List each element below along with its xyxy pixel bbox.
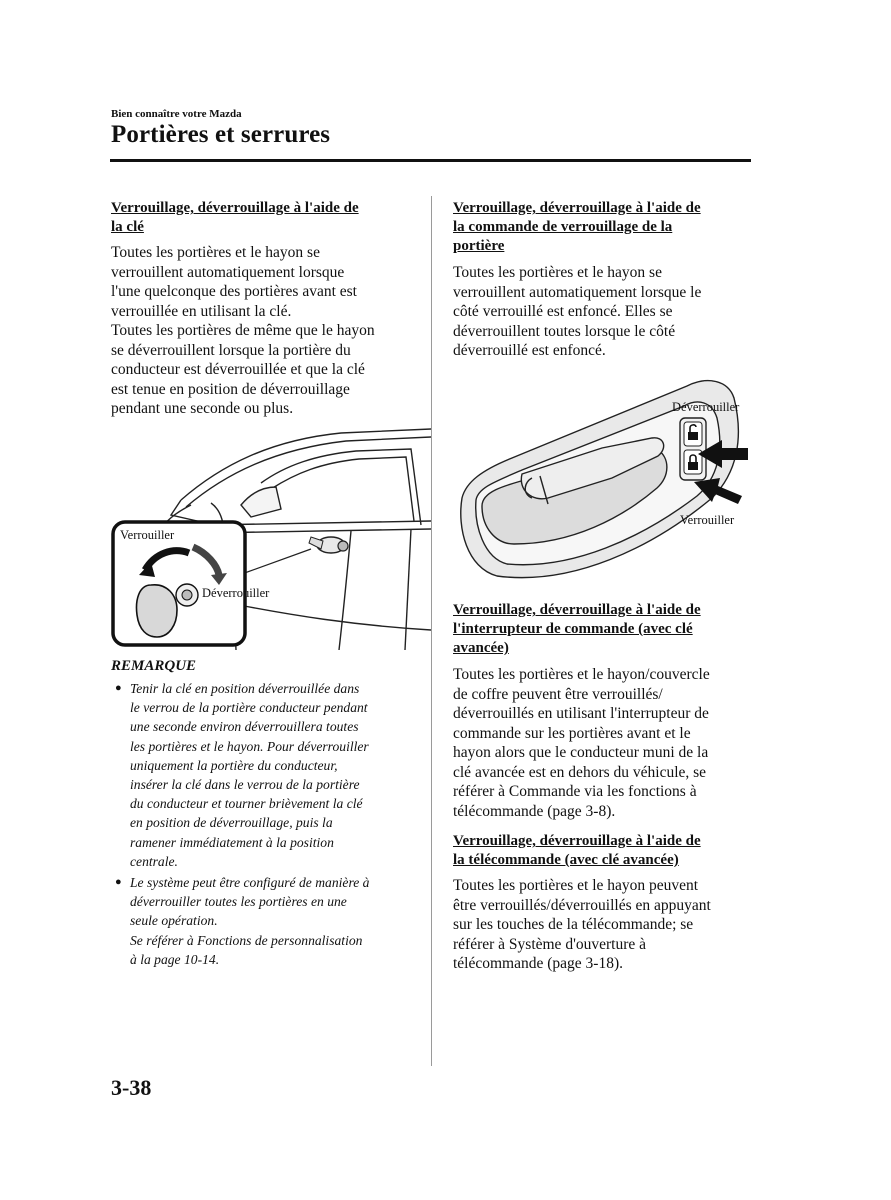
bullet-icon: ● bbox=[115, 682, 122, 694]
unlock-label: Déverrouiller bbox=[202, 586, 270, 600]
remark-line: déverrouiller toutes les portières en une bbox=[130, 894, 347, 910]
bullet-icon: ● bbox=[115, 876, 122, 888]
body-line: télécommande (page 3-8). bbox=[453, 802, 616, 820]
heading-line: Verrouillage, déverrouillage à l'aide de bbox=[453, 602, 701, 618]
lock-label: Verrouiller bbox=[120, 528, 175, 542]
body-line: verrouillent automatiquement lorsque le bbox=[453, 283, 702, 301]
remark-item bbox=[115, 873, 370, 969]
body-line: verrouillée en utilisant la clé. bbox=[111, 302, 292, 320]
body-line: déverrouillé est enfoncé. bbox=[453, 342, 606, 359]
body-line: côté verrouillé est enfoncé. Elles se bbox=[453, 303, 673, 320]
body-line: déverrouillés en utilisant l'interrupteur de bbox=[453, 705, 709, 722]
door-handle bbox=[309, 537, 348, 553]
lock-label: Verrouiller bbox=[680, 513, 735, 527]
body-line: hayon alors que le conducteur muni de la bbox=[453, 744, 709, 761]
section-label: Bien connaître votre Mazda bbox=[111, 108, 242, 120]
column-divider bbox=[431, 196, 432, 1066]
remark-line: Tenir la clé en position déverrouillée dans bbox=[130, 681, 360, 696]
body-line: Toutes les portières et le hayon peuvent bbox=[453, 877, 699, 894]
remark-line: une seconde environ déverrouillera toutes bbox=[130, 719, 359, 735]
body-line: est tenue en position de déverrouillage bbox=[111, 380, 350, 398]
body-line: Toutes les portières de même que le hayon bbox=[111, 322, 375, 339]
body-line: référer à Système d'ouverture à bbox=[453, 935, 647, 953]
right-section3-heading bbox=[453, 832, 701, 870]
left-section-body bbox=[111, 243, 375, 419]
body-line: se déverrouillent lorsque la portière du bbox=[111, 341, 351, 359]
body-line: clé avancée est en dehors du véhicule, se bbox=[453, 763, 707, 781]
left-section-heading bbox=[111, 199, 359, 237]
body-line: de coffre peuvent être verrouillés/ bbox=[453, 685, 663, 703]
right-section2-body bbox=[453, 665, 710, 821]
body-line: sur les touches de la télécommande; se bbox=[453, 916, 694, 933]
body-line: l'une quelconque des portières avant est bbox=[111, 283, 357, 300]
body-line: Toutes les portières et le hayon se bbox=[111, 244, 320, 261]
body-line: Toutes les portières et le hayon/couvercle bbox=[453, 666, 710, 683]
remark-line: du conducteur et tourner brièvement la clé bbox=[130, 796, 363, 812]
right-section3-body bbox=[453, 876, 711, 974]
remark-line: centrale. bbox=[130, 853, 178, 869]
remark-line: en position de déverrouillage, puis la bbox=[130, 815, 333, 831]
remark-item bbox=[115, 679, 369, 871]
heading-line: la télécommande (avec clé avancée) bbox=[453, 852, 679, 868]
remark-line: Le système peut être configuré de manière à bbox=[130, 875, 370, 890]
lock-switch-figure bbox=[452, 378, 752, 588]
remark-line: seule opération. bbox=[130, 913, 218, 929]
right-section2-heading bbox=[453, 601, 701, 658]
unlock-label: Déverrouiller bbox=[672, 400, 740, 414]
remark-line: à la page 10-14. bbox=[130, 951, 220, 967]
lock-switch bbox=[680, 418, 706, 480]
body-line: référer à Commande via les fonctions à bbox=[453, 783, 697, 800]
body-line: verrouillent automatiquement lorsque bbox=[111, 263, 345, 281]
title-rule bbox=[110, 159, 751, 162]
heading-line: portière bbox=[453, 238, 505, 254]
body-line: Toutes les portières et le hayon se bbox=[453, 264, 662, 281]
page-number: 3-38 bbox=[111, 1075, 152, 1100]
heading-line: l'interrupteur de commande (avec clé bbox=[453, 621, 693, 637]
heading-line: avancée) bbox=[453, 640, 509, 656]
heading-line: Verrouillage, déverrouillage à l'aide de bbox=[111, 200, 359, 216]
heading-line: Verrouillage, déverrouillage à l'aide de bbox=[453, 200, 701, 216]
page-title: Portières et serrures bbox=[111, 121, 331, 148]
right-section1-body bbox=[453, 263, 701, 361]
remark-line: Se référer à Fonctions de personnalisation bbox=[130, 932, 363, 948]
body-line: télécommande (page 3-18). bbox=[453, 955, 623, 972]
remark-line: les portières et le hayon. Pour déverrouiller bbox=[130, 738, 369, 754]
heading-line: la clé bbox=[111, 219, 144, 235]
body-line: conducteur est déverrouillée et que la clé bbox=[111, 361, 365, 378]
right-section1-heading bbox=[453, 199, 701, 256]
body-line: être verrouillés/déverrouillés en appuyant bbox=[453, 896, 711, 914]
body-line: pendant une seconde ou plus. bbox=[111, 400, 294, 417]
heading-line: la commande de verrouillage de la bbox=[453, 219, 673, 235]
remark-line: le verrou de la portière conducteur pendant bbox=[130, 700, 368, 716]
body-line: déverrouillent toutes lorsque le côté bbox=[453, 322, 676, 340]
remark-line: insérer la clé dans le verrou de la portière bbox=[130, 777, 360, 793]
remark-title: REMARQUE bbox=[111, 658, 197, 674]
remark-line: uniquement la portière du conducteur, bbox=[130, 757, 338, 773]
body-line: commande sur les portières avant et le bbox=[453, 724, 691, 742]
heading-line: Verrouillage, déverrouillage à l'aide de bbox=[453, 833, 701, 849]
key-lock-figure bbox=[111, 425, 431, 650]
remark-line: ramener immédiatement à la position bbox=[130, 834, 334, 850]
